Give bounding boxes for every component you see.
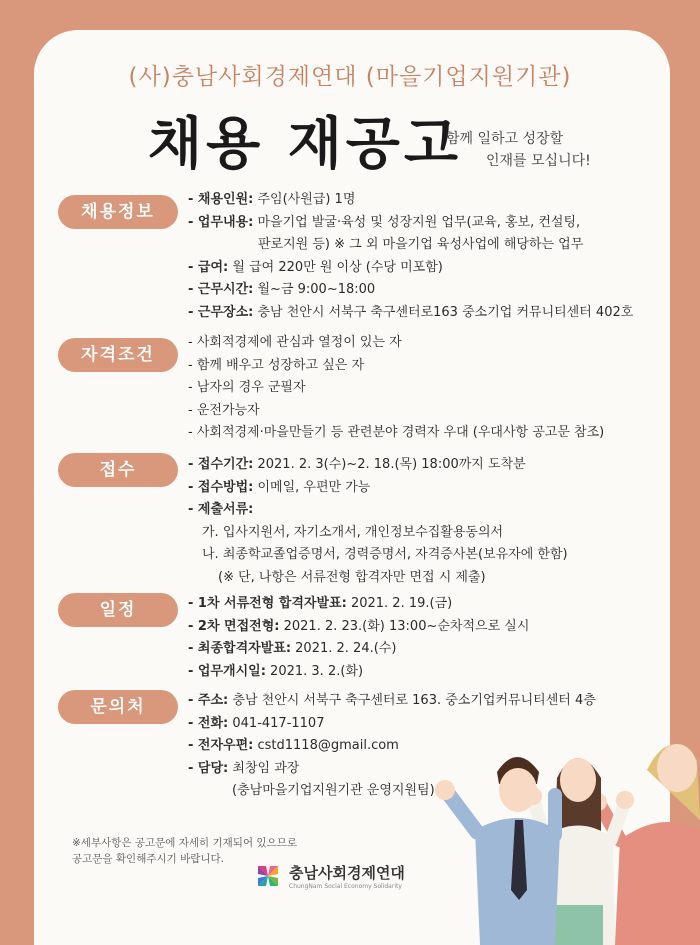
list-item: - 접수방법: 이메일, 우편만 가능 xyxy=(188,479,371,495)
list-item: 나. 최종학교졸업증명서, 경력증명서, 자격증사본(보유자에 한함) xyxy=(202,547,568,562)
tagline-line-1: 함께 일하고 성장할 xyxy=(446,131,564,147)
list-item: - 1차 서류전형 합격자발표: 2021. 2. 19.(금) xyxy=(188,596,453,611)
badge-qualifications: 자격조건 xyxy=(58,338,178,372)
footnote: ※세부사항은 공고문에 자세히 기재되어 있으므로 공고문을 확인해주시기 바랍니다. xyxy=(72,837,298,865)
pinwheel-logo-icon xyxy=(255,863,281,889)
list-item: - 함께 배우고 성장하고 싶은 자 xyxy=(188,357,365,373)
list-item: - 주소: 충남 천안시 서북구 축구센터로 163. 중소기업커뮤니티센터 4층 xyxy=(188,693,596,708)
list-item: - 2차 면접전형: 2021. 2. 23.(화) 13:00~순차적으로 실시 xyxy=(188,618,530,634)
list-item: - 업무개시일: 2021. 3. 2.(화) xyxy=(188,663,364,679)
list-item: - 사회적경제·마을만들기 등 관련분야 경력자 우대 (우대사항 공고문 참조) xyxy=(188,425,605,440)
logo-name: 충남사회경제연대 xyxy=(289,864,405,882)
list-item: (※ 단, 나항은 서류전형 합격자만 면접 시 제출) xyxy=(218,569,486,585)
badge-application: 접수 xyxy=(58,453,178,487)
tagline xyxy=(446,128,591,172)
org-logo xyxy=(255,862,405,890)
list-item: - 채용인원: 주임(사원급) 1명 xyxy=(188,192,356,207)
list-item: - 남자의 경우 군필자 xyxy=(188,380,306,395)
list-item: - 사회적경제에 관심과 열정이 있는 자 xyxy=(188,335,402,350)
org-name: (사)충남사회경제연대 (마을기업지원기관) xyxy=(128,64,572,90)
list-item: - 담당: 최창임 과장 xyxy=(188,760,300,776)
page-title: 채용 재공고 xyxy=(148,112,462,177)
list-item: - 제출서류: xyxy=(188,502,254,517)
section-schedule xyxy=(188,593,529,683)
list-item: (충남마을기업지원기관 운영지원팀) xyxy=(232,783,435,798)
section-qualifications xyxy=(188,332,604,445)
list-item: - 최종합격자발표: 2021. 2. 24.(수) xyxy=(188,641,397,656)
tagline-line-2: 인재를 모십니다! xyxy=(486,153,591,169)
list-item: - 급여: 월 급여 220만 원 이상 (수당 미포함) xyxy=(188,259,443,275)
list-item: 판로지원 등) ※ 그 외 마을기업 육성사업에 해당하는 업무 xyxy=(258,237,584,252)
list-item: 가. 입사지원서, 자기소개서, 개인정보수집활용동의서 xyxy=(202,524,504,540)
list-item: - 근무시간: 월~금 9:00~18:00 xyxy=(188,282,376,297)
section-application xyxy=(188,454,568,589)
cheering-people-illustration xyxy=(415,720,700,945)
badge-schedule: 일정 xyxy=(58,593,178,627)
badge-contact: 문의처 xyxy=(58,690,178,724)
list-item: - 운전가능자 xyxy=(188,402,260,418)
logo-subtitle: ChungNam Social Economy Solidarity xyxy=(289,883,402,890)
list-item: - 접수기간: 2021. 2. 3(수)~2. 18.(목) 18:00까지 도착분 xyxy=(188,457,526,472)
list-item: - 전화: 041-417-1107 xyxy=(188,715,325,731)
list-item: - 근무장소: 충남 천안시 서북구 축구센터로163 중소기업 커뮤니티센터 402호 xyxy=(188,304,634,320)
list-item: - 전자우편: cstd1118@gmail.com xyxy=(188,738,399,753)
list-item: - 업무내용: 마을기업 발굴·육성 및 성장지원 업무(교육, 홍보, 컨설팅, xyxy=(188,214,581,230)
badge-recruit-info: 채용정보 xyxy=(58,195,178,229)
section-recruit-info xyxy=(188,189,633,324)
